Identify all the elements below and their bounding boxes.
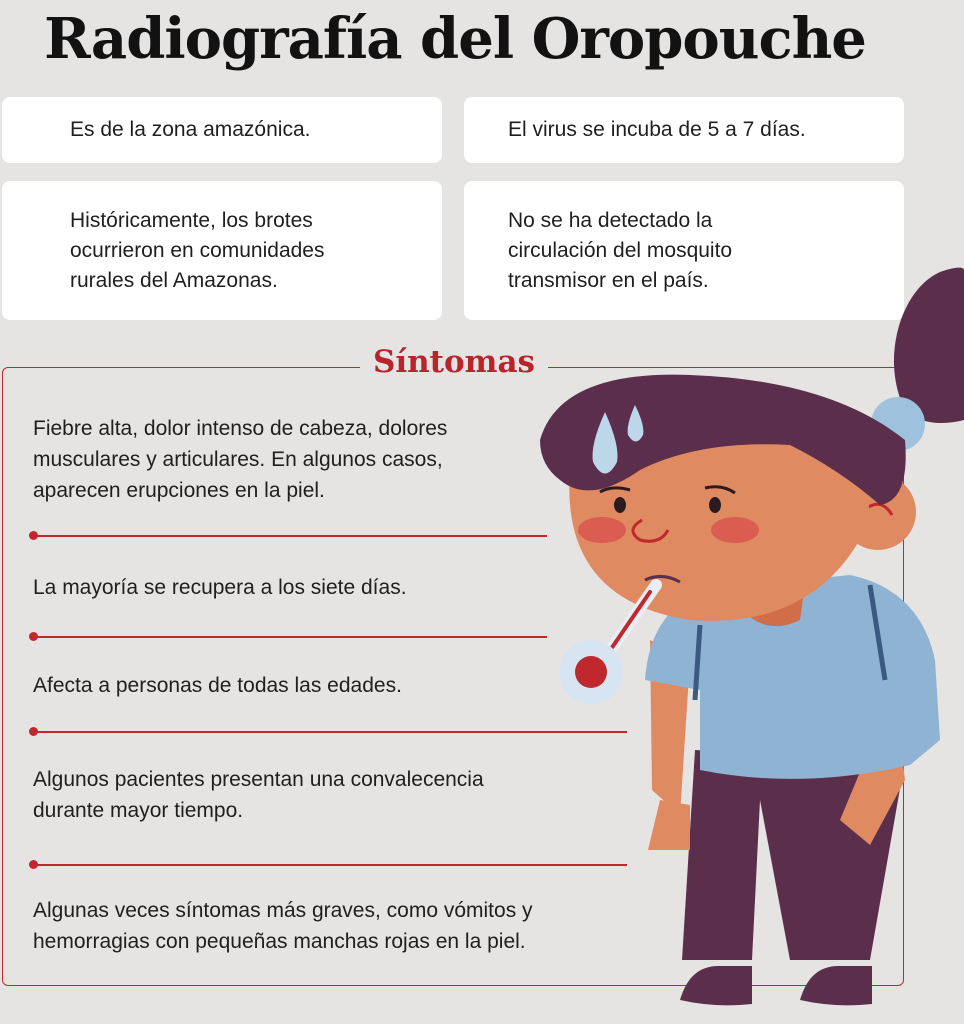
- symptom-text: Algunos pacientes presentan una convalecencia: [33, 768, 484, 791]
- symptom-text: aparecen erupciones en la piel.: [33, 479, 325, 502]
- page-title: Radiografía del Oropouche: [44, 6, 866, 72]
- fact-text: No se ha detectado la: [508, 208, 713, 232]
- symptom-item-all-ages: [33, 670, 402, 701]
- symptom-text: hemorragias con pequeñas manchas rojas en la piel.: [33, 930, 526, 953]
- fact-text: transmisor en el país.: [508, 268, 709, 292]
- fact-text: circulación del mosquito: [508, 238, 733, 262]
- fact-text: ocurrieron en comunidades: [70, 238, 325, 262]
- symptom-text: musculares y articulares. En algunos casos,: [33, 448, 443, 471]
- fact-text: rurales del Amazonas.: [70, 268, 278, 292]
- fact-text: Es de la zona amazónica.: [70, 118, 311, 141]
- symptom-text: Algunas veces síntomas más graves, como vómitos y: [33, 899, 533, 922]
- symptom-text: La mayoría se recupera a los siete días.: [33, 576, 407, 599]
- symptom-text: Fiebre alta, dolor intenso de cabeza, dolores: [33, 417, 448, 440]
- fact-text: El virus se incuba de 5 a 7 días.: [508, 118, 806, 141]
- symptom-item-severe: [33, 895, 533, 957]
- symptom-item-fever: [33, 413, 447, 506]
- symptom-text: durante mayor tiempo.: [33, 799, 244, 822]
- symptom-item-convalescence: [33, 764, 484, 826]
- symptom-item-recovery: [33, 572, 407, 603]
- fact-text: Históricamente, los brotes: [70, 208, 313, 232]
- symptoms-heading: Síntomas: [360, 344, 548, 380]
- symptom-text: Afecta a personas de todas las edades.: [33, 674, 402, 697]
